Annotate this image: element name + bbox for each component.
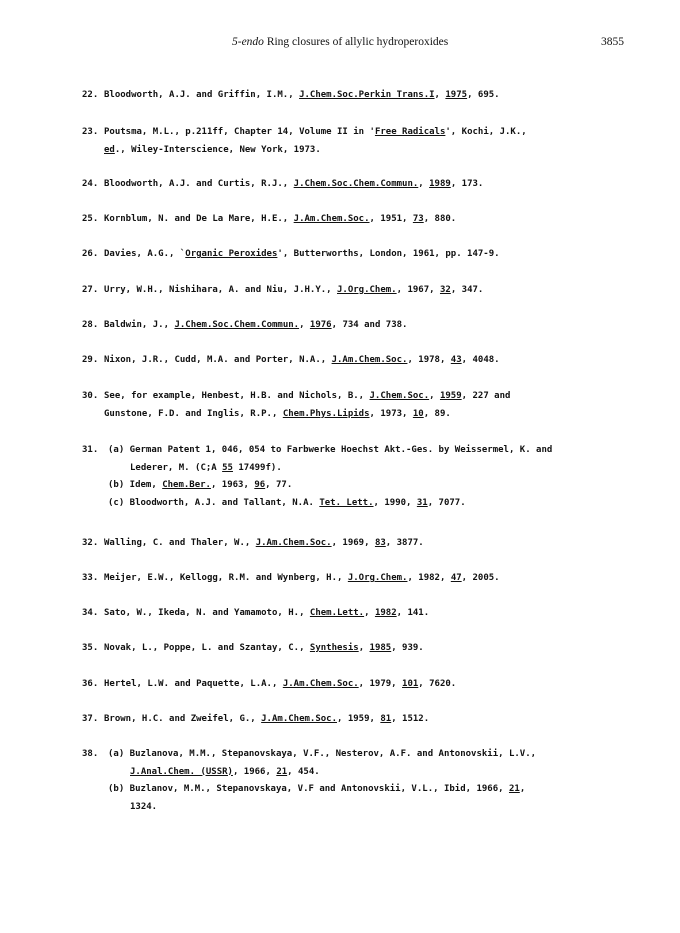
reference-line — [104, 87, 500, 104]
reference-number: 22. — [82, 90, 99, 100]
citation-text: , 227 and — [461, 391, 511, 401]
page-number: 3855 — [601, 36, 624, 48]
citation-emphasis: 83 — [374, 538, 386, 548]
citation-emphasis: J.Org.Chem. — [337, 285, 397, 295]
reference-number: 28. — [82, 320, 99, 330]
reference-number: 37. — [82, 714, 99, 724]
reference-number: 38. — [82, 749, 99, 759]
reference-number: 36. — [82, 679, 99, 689]
reference-line — [130, 764, 320, 781]
citation-text: , 1979, — [358, 679, 403, 689]
citation-emphasis: 47 — [450, 573, 462, 583]
citation-text: , 1969, — [331, 538, 375, 548]
reference-number: 30. — [82, 391, 99, 401]
citation-emphasis: 21 — [276, 766, 288, 777]
citation-text: (b) Buzlanov, M.M., Stepanovskaya, V.F and Antonovskii, V.L., Ibid, 1966, — [108, 784, 509, 794]
citation-text: , — [434, 90, 446, 100]
reference-number: 27. — [82, 285, 99, 295]
citation-text: , 1982, — [407, 573, 451, 583]
citation-emphasis: 1985 — [369, 643, 392, 653]
citation-text: , — [358, 643, 370, 653]
citation-text: , 3877. — [385, 538, 424, 548]
reference-number: 29. — [82, 355, 99, 365]
citation-text: , — [519, 784, 526, 794]
citation-text: , 77. — [265, 480, 293, 490]
reference-line — [104, 124, 527, 141]
citation-emphasis: Synthesis — [309, 643, 359, 653]
citation-text: Nixon, J.R., Cudd, M.A. and Porter, N.A., — [104, 355, 332, 365]
citation-emphasis: 1989 — [429, 179, 451, 189]
reference-number: 26. — [82, 249, 99, 259]
citation-emphasis: 55 — [222, 462, 233, 473]
citation-text: , 734 and 738. — [331, 320, 408, 330]
citation-text: , 173. — [450, 179, 484, 189]
citation-text: Baldwin, J., — [104, 320, 175, 330]
citation-emphasis: 1975 — [445, 90, 468, 100]
running-header — [0, 36, 680, 56]
citation-emphasis: 21 — [508, 784, 520, 794]
running-title-italic: 5-endo — [232, 36, 264, 48]
citation-emphasis: 73 — [412, 214, 424, 224]
reference-line — [104, 176, 483, 193]
citation-text: , 141. — [396, 608, 430, 618]
citation-text: , 1966, — [232, 766, 277, 777]
citation-emphasis: J.Am.Chem.Soc. — [293, 214, 370, 224]
citation-text: (a) Buzlanova, M.M., Stepanovskaya, V.F., Nesterov, A.F. and Antonovskii, L.V., — [108, 749, 537, 759]
reference-number: 33. — [82, 573, 99, 583]
citation-text: See, for example, Henbest, H.B. and Nichols, B., — [104, 391, 370, 401]
reference-line — [104, 711, 429, 728]
citation-emphasis: Tet. Lett. — [319, 497, 374, 508]
citation-emphasis: 43 — [450, 355, 462, 365]
citation-emphasis: Free Radicals — [374, 127, 446, 137]
citation-emphasis: 101 — [402, 679, 419, 689]
reference-line — [130, 799, 157, 816]
citation-text: ', Butterworths, London, 1961, pp. 147-9. — [277, 249, 500, 259]
reference-line — [108, 495, 466, 512]
citation-text: (c) Bloodworth, A.J. and Tallant, N.A. — [108, 497, 320, 508]
citation-text: Kornblum, N. and De La Mare, H.E., — [104, 214, 294, 224]
citation-emphasis: Chem.Lett. — [309, 608, 365, 618]
citation-emphasis: Chem.Phys.Lipids — [282, 408, 370, 419]
reference-line — [104, 246, 500, 263]
citation-text: , — [299, 320, 310, 330]
citation-emphasis: 1959 — [439, 391, 462, 401]
citation-text: Brown, H.C. and Zweifel, G., — [104, 714, 262, 724]
citation-text: , 1990, — [373, 497, 417, 508]
citation-text: Meijer, E.W., Kellogg, R.M. and Wynberg, H., — [104, 573, 348, 583]
citation-emphasis: 10 — [412, 408, 424, 419]
citation-text: Urry, W.H., Nishihara, A. and Niu, J.H.Y., — [104, 285, 337, 295]
citation-emphasis: J.Chem.Soc.Chem.Commun. — [174, 320, 300, 330]
reference-line — [104, 352, 500, 369]
reference-line — [104, 142, 321, 159]
citation-text: , — [418, 179, 430, 189]
citation-text: , 4048. — [461, 355, 500, 365]
reference-line — [108, 781, 525, 798]
citation-text: , 1978, — [407, 355, 451, 365]
citation-text: 17499f). — [232, 462, 282, 473]
reference-number: 32. — [82, 538, 99, 548]
citation-text: , 695. — [467, 90, 500, 100]
citation-text: Gunstone, F.D. and Inglis, R.P., — [104, 408, 283, 419]
citation-text: , — [364, 608, 375, 618]
citation-text: , — [429, 391, 440, 401]
reference-line — [104, 388, 510, 405]
running-title-text: Ring closures of allylic hydroperoxides — [263, 36, 449, 48]
citation-text: Bloodworth, A.J. and Curtis, R.J., — [104, 179, 294, 189]
citation-text: Sato, W., Ikeda, N. and Yamamoto, H., — [104, 608, 310, 618]
reference-number: 35. — [82, 643, 99, 653]
citation-emphasis: 1982 — [374, 608, 397, 618]
citation-emphasis: J.Org.Chem. — [347, 573, 408, 583]
citation-emphasis: 31 — [416, 497, 428, 508]
citation-text: , 347. — [450, 285, 484, 295]
citation-emphasis: 1976 — [309, 320, 332, 330]
citation-text: (b) Idem, — [108, 480, 163, 490]
citation-emphasis: J.Chem.Soc.Perkin Trans.I — [299, 90, 435, 100]
reference-line — [104, 640, 424, 657]
citation-emphasis: Chem.Ber. — [162, 480, 211, 490]
citation-text: , 7620. — [418, 679, 457, 689]
reference-number: 34. — [82, 608, 99, 618]
reference-line — [130, 460, 282, 477]
reference-line — [104, 211, 456, 228]
running-title — [232, 36, 448, 48]
citation-text: Poutsma, M.L., p.211ff, Chapter 14, Volume II in ' — [104, 127, 375, 137]
citation-text: , 1959, — [337, 714, 381, 724]
citation-text: , 880. — [423, 214, 457, 224]
citation-emphasis: J.Am.Chem.Soc. — [255, 538, 332, 548]
citation-emphasis: J.Am.Chem.Soc. — [261, 714, 337, 724]
reference-number: 31. — [82, 445, 99, 455]
citation-text: , 939. — [391, 643, 424, 653]
citation-emphasis: ed — [104, 144, 115, 155]
citation-text: , 454. — [287, 766, 320, 777]
citation-emphasis: J.Anal.Chem. (USSR) — [130, 766, 233, 777]
citation-text: , 1967, — [396, 285, 440, 295]
citation-text: , 1973, — [369, 408, 413, 419]
citation-text: , 7077. — [427, 497, 466, 508]
citation-emphasis: J.Chem.Soc.Chem.Commun. — [293, 179, 419, 189]
reference-line — [104, 605, 429, 622]
reference-line — [108, 477, 292, 494]
citation-text: Hertel, L.W. and Paquette, L.A., — [104, 679, 283, 689]
reference-number: 23. — [82, 127, 99, 137]
reference-line — [104, 535, 424, 552]
reference-line — [104, 406, 451, 423]
citation-text: Davies, A.G., ` — [104, 249, 186, 259]
citation-text: ', Kochi, J.K., — [445, 127, 527, 137]
citation-text: , 1512. — [391, 714, 430, 724]
reference-line — [108, 442, 552, 459]
citation-text: ., Wiley-Interscience, New York, 1973. — [114, 144, 321, 155]
citation-text: , 89. — [423, 408, 451, 419]
citation-emphasis: J.Am.Chem.Soc. — [331, 355, 408, 365]
reference-number: 24. — [82, 179, 99, 189]
reference-line — [104, 282, 483, 299]
citation-text: , 1963, — [210, 480, 255, 490]
citation-text: Walling, C. and Thaler, W., — [104, 538, 256, 548]
citation-text: Novak, L., Poppe, L. and Szantay, C., — [104, 643, 310, 653]
citation-emphasis: J.Am.Chem.Soc. — [282, 679, 359, 689]
reference-line — [104, 317, 407, 334]
reference-line — [104, 570, 500, 587]
reference-line — [108, 746, 536, 763]
citation-emphasis: 96 — [254, 480, 266, 490]
citation-emphasis: Organic Peroxides — [185, 249, 278, 259]
reference-number: 25. — [82, 214, 99, 224]
citation-text: , 2005. — [461, 573, 500, 583]
reference-line — [104, 676, 456, 693]
citation-text: (a) German Patent 1, 046, 054 to Farbwerke Hoechst Akt.-Ges. by Weissermel, K. and — [108, 445, 553, 455]
citation-emphasis: 32 — [439, 285, 451, 295]
citation-emphasis: 81 — [380, 714, 392, 724]
citation-text: Lederer, M. (C;A — [130, 462, 223, 473]
citation-emphasis: J.Chem.Soc. — [369, 391, 430, 401]
citation-text: , 1951, — [369, 214, 413, 224]
citation-text: 1324. — [130, 801, 158, 812]
citation-text: Bloodworth, A.J. and Griffin, I.M., — [104, 90, 300, 100]
